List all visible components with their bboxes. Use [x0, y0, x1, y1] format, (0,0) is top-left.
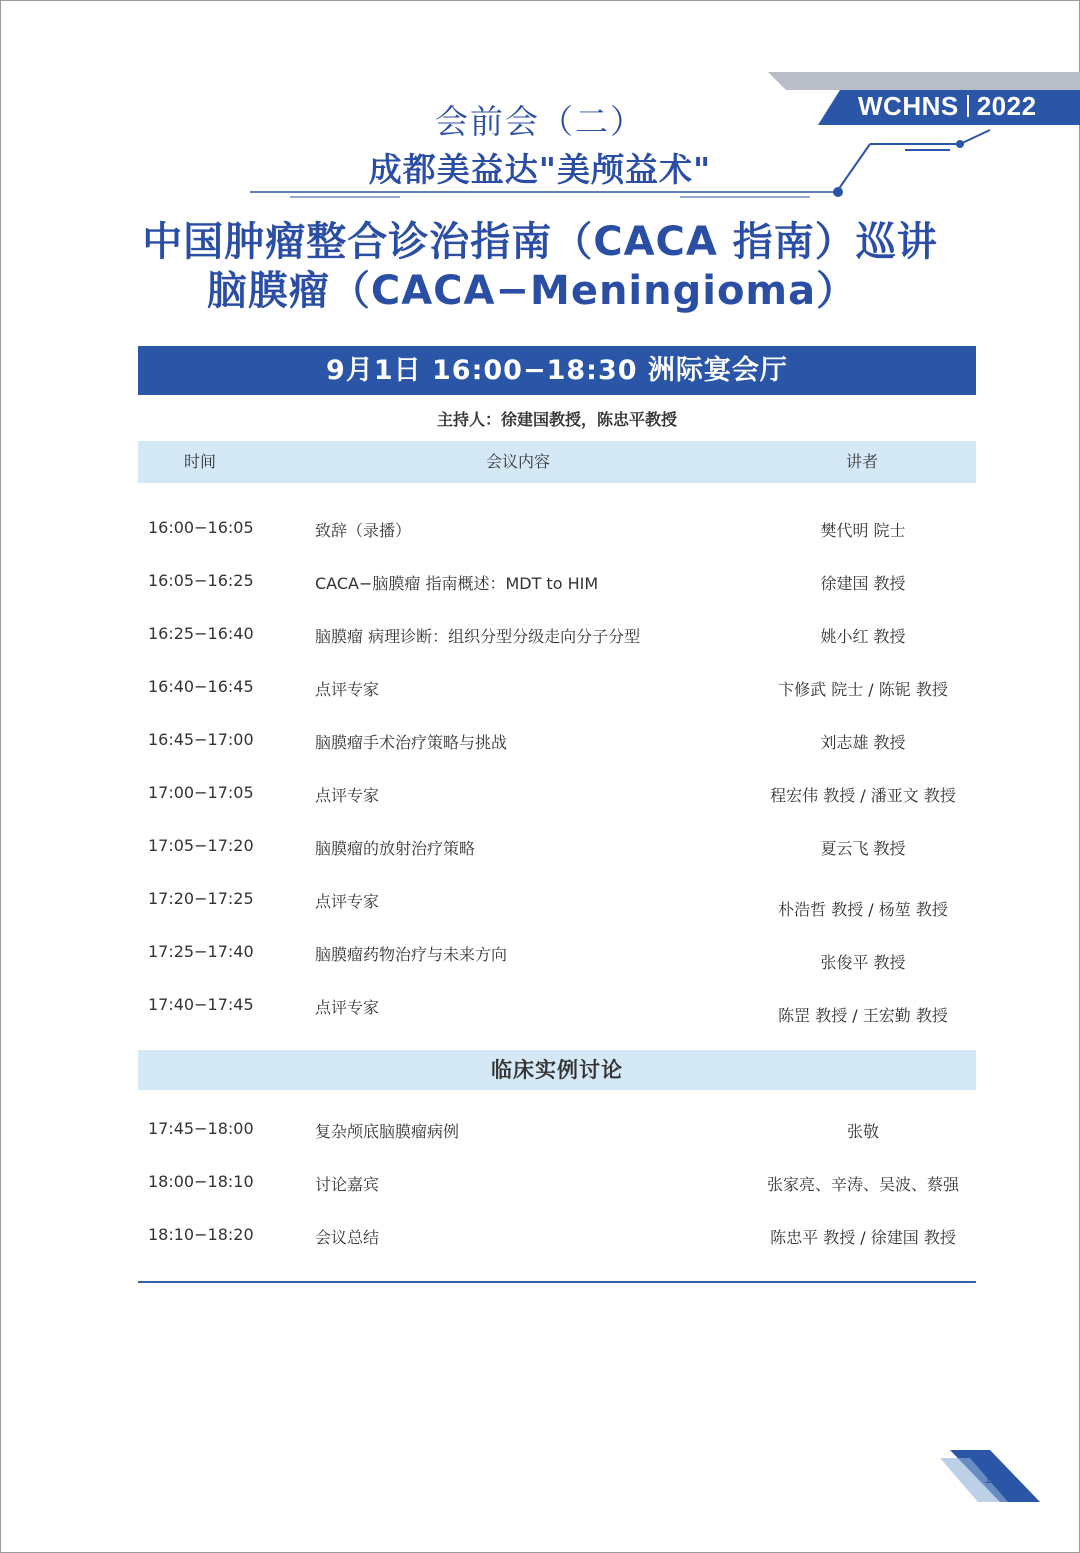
row-topic: 点评专家 [315, 998, 380, 1017]
row-topic: CACA−脑膜瘤 指南概述：MDT to HIM [315, 574, 599, 593]
row-speaker: 张家亮、辛涛、吴波、蔡强 [766, 1175, 959, 1194]
row-topic: 讨论嘉宾 [315, 1175, 380, 1194]
case-section-title: 临床实例讨论 [138, 1050, 976, 1090]
row-topic: 致辞（录播） [315, 521, 412, 540]
row-speaker: 徐建国 教授 [820, 574, 906, 593]
table-row [138, 624, 976, 648]
row-topic: 会议总结 [315, 1228, 380, 1247]
table-row [138, 995, 976, 1025]
row-speaker: 朴浩哲 教授 / 杨堃 教授 [778, 900, 948, 919]
header-time: 时间 [184, 452, 217, 471]
table-row [138, 889, 976, 919]
row-speaker: 刘志雄 教授 [820, 733, 906, 752]
row-time: 16:40−16:45 [148, 677, 254, 696]
row-time: 16:00−16:05 [148, 518, 254, 537]
badge-left: WCHNS [858, 91, 959, 121]
table-header [138, 441, 976, 483]
session-title-bar: 9月1日 16:00−18:30 洲际宴会厅 [138, 346, 976, 395]
row-time: 17:20−17:25 [148, 889, 254, 908]
row-time: 17:05−17:20 [148, 836, 254, 855]
header-speaker: 讲者 [846, 452, 879, 471]
session-host: 主持人：徐建国教授，陈忠平教授 [436, 410, 677, 429]
page-title-line4: 脑膜瘤（CACA−Meningioma） [206, 268, 858, 314]
row-topic: 点评专家 [315, 680, 380, 699]
table-row [138, 1172, 976, 1196]
table-row [138, 1225, 976, 1249]
row-speaker: 张俊平 教授 [820, 953, 906, 972]
table-row [138, 783, 976, 807]
row-topic: 点评专家 [315, 786, 380, 805]
table-row [138, 942, 976, 972]
row-time: 16:45−17:00 [148, 730, 254, 749]
row-topic: 脑膜瘤的放射治疗策略 [315, 839, 476, 858]
row-topic: 点评专家 [315, 892, 380, 911]
table-row [138, 730, 976, 754]
row-speaker: 夏云飞 教授 [820, 839, 906, 858]
row-topic: 脑膜瘤药物治疗与未来方向 [315, 945, 508, 964]
row-time: 18:10−18:20 [148, 1225, 254, 1244]
row-time: 17:00−17:05 [148, 783, 254, 802]
row-time: 16:25−16:40 [148, 624, 254, 643]
table-row [138, 571, 976, 595]
bottom-rule [138, 1281, 976, 1283]
row-time: 17:25−17:40 [148, 942, 254, 961]
header-content: 会议内容 [486, 452, 551, 471]
row-topic: 脑膜瘤 病理诊断：组织分型分级走向分子分型 [315, 627, 641, 646]
table-row [138, 1119, 976, 1143]
row-time: 18:00−18:10 [148, 1172, 254, 1191]
row-speaker: 张敬 [846, 1122, 879, 1141]
badge-right: 2022 [976, 91, 1037, 121]
row-time: 17:40−17:45 [148, 995, 254, 1014]
row-speaker: 卞修武 院士 / 陈铌 教授 [778, 680, 948, 699]
row-speaker: 樊代明 院士 [820, 521, 906, 540]
table-row [138, 836, 976, 860]
row-speaker: 陈忠平 教授 / 徐建国 教授 [770, 1228, 956, 1247]
row-time: 16:05−16:25 [148, 571, 254, 590]
page-title-line3: 中国肿瘤整合诊治指南（CACA 指南）巡讲 [142, 219, 938, 265]
row-time: 17:45−18:00 [148, 1119, 254, 1138]
page-title-line2: 成都美益达"美颅益术" [368, 150, 712, 189]
table-row [138, 518, 976, 542]
row-topic: 复杂颅底脑膜瘤病例 [315, 1122, 460, 1141]
row-speaker: 姚小红 教授 [820, 627, 906, 646]
row-speaker: 程宏伟 教授 / 潘亚文 教授 [770, 786, 956, 805]
row-speaker: 陈罡 教授 / 王宏勤 教授 [778, 1006, 948, 1025]
row-topic: 脑膜瘤手术治疗策略与挑战 [315, 733, 508, 752]
page-number: 13 [984, 1470, 1000, 1486]
page-title-line1: 会前会（二） [435, 102, 645, 141]
table-row [138, 677, 976, 701]
